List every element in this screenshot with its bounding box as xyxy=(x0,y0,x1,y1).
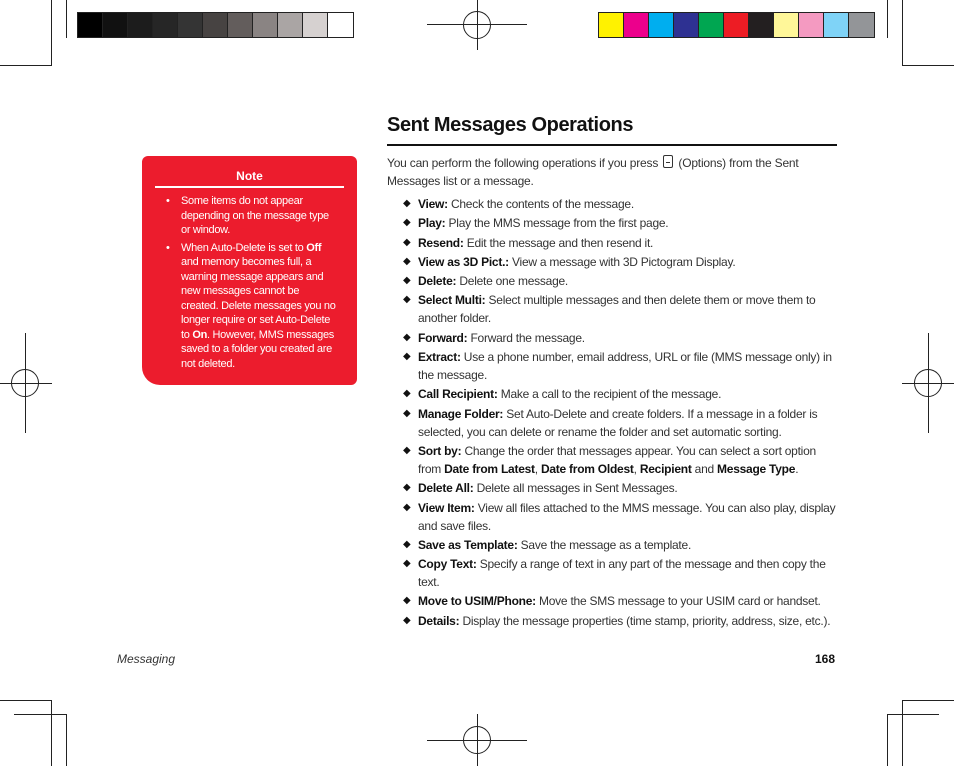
diamond-bullet-icon: ◆ xyxy=(403,482,411,494)
color-swatch xyxy=(799,13,824,37)
operation-item-forward: ◆ Forward: Forward the message. xyxy=(403,330,585,345)
operation-item-view: ◆ View: Check the contents of the message. xyxy=(403,197,634,211)
color-swatch xyxy=(724,13,749,37)
diamond-bullet-icon: ◆ xyxy=(403,558,411,570)
operation-item-delete: ◆ Delete: Delete one message. xyxy=(403,274,569,289)
page-title: Sent Messages Operations xyxy=(387,114,634,136)
intro-paragraph: You can perform the following operations if you press (Options) from the Sent Messages list or a message. xyxy=(387,156,799,188)
color-swatch xyxy=(649,13,674,37)
operation-item-resend: ◆ Resend: Edit the message and then resend it. xyxy=(403,235,654,250)
color-swatch xyxy=(749,13,774,37)
diamond-bullet-icon: ◆ xyxy=(403,331,411,343)
grayscale-swatch xyxy=(228,13,253,37)
footer-section-name: Messaging xyxy=(117,652,176,666)
operation-item-call-recipient: ◆ Call Recipient: Make a call to the recipient of the message. xyxy=(403,387,722,402)
color-swatch xyxy=(849,13,874,37)
color-swatch xyxy=(674,13,699,37)
grayscale-swatch xyxy=(278,13,303,37)
operation-item-save-template: ◆ Save as Template: Save the message as a template. xyxy=(403,537,692,552)
color-swatch xyxy=(599,13,624,37)
diamond-bullet-icon: ◆ xyxy=(403,444,411,456)
operation-item-move-usim: ◆ Move to USIM/Phone: Move the SMS message to your USIM card or handset. xyxy=(403,594,821,609)
operations-list xyxy=(403,195,839,631)
diamond-bullet-icon: ◆ xyxy=(403,255,411,267)
diamond-bullet-icon: ◆ xyxy=(403,538,411,550)
grayscale-swatch xyxy=(128,13,153,37)
grayscale-swatch xyxy=(178,13,203,37)
diamond-bullet-icon: ◆ xyxy=(403,294,411,306)
operation-item-copy-text: ◆ Copy Text: Specify a range of text in any part of the message and then copy the text. xyxy=(403,557,826,590)
title-divider xyxy=(387,144,837,146)
grayscale-swatch xyxy=(78,13,103,37)
operation-item-delete-all: ◆ Delete All: Delete all messages in Sent Messages. xyxy=(403,481,678,496)
grayscale-swatch xyxy=(153,13,178,37)
grayscale-color-bar xyxy=(77,12,354,38)
diamond-bullet-icon: ◆ xyxy=(403,501,411,513)
operation-item-extract: ◆ Extract: Use a phone number, email address, URL or file (MMS message only) in the message. xyxy=(403,350,832,383)
operation-item-play: ◆ Play: Play the MMS message from the first page. xyxy=(403,216,669,231)
diamond-bullet-icon: ◆ xyxy=(403,595,411,607)
diamond-bullet-icon: ◆ xyxy=(403,388,411,400)
grayscale-swatch xyxy=(328,13,353,37)
operation-item-view-item: ◆ View Item: View all files attached to the MMS message. You can also play, display and save files. xyxy=(403,500,836,533)
note-box xyxy=(142,156,357,385)
diamond-bullet-icon: ◆ xyxy=(403,407,411,419)
operation-item-sort-by: ◆ Sort by: Change the order that messages appear. You can select a sort option from Date from Latest, Date from Oldest, Recipient and Message Type. xyxy=(403,443,816,476)
operation-item-details: ◆ Details: Display the message properties (time stamp, priority, address, size, etc.). xyxy=(403,613,831,628)
options-key-icon xyxy=(663,155,673,168)
diamond-bullet-icon: ◆ xyxy=(403,351,411,363)
diamond-bullet-icon: ◆ xyxy=(403,236,411,248)
grayscale-swatch xyxy=(203,13,228,37)
operation-item-manage-folder: ◆ Manage Folder: Set Auto-Delete and create folders. If a message in a folder is selected, you can delete or rename the folder and set automatic sorting. xyxy=(403,406,818,439)
grayscale-swatch xyxy=(303,13,328,37)
note-divider xyxy=(155,186,344,188)
diamond-bullet-icon: ◆ xyxy=(403,198,411,209)
operation-item-view-3d: ◆ View as 3D Pict.: View a message with 3D Pictogram Display. xyxy=(403,254,736,269)
process-color-bar xyxy=(598,12,875,38)
diamond-bullet-icon: ◆ xyxy=(403,614,411,626)
note-item: • Some items do not appear depending on the message type or window. xyxy=(166,194,338,238)
color-swatch xyxy=(624,13,649,37)
operation-item-select-multi: ◆ Select Multi: Select multiple messages and then delete them or move them to another folder. xyxy=(403,293,816,326)
diamond-bullet-icon: ◆ xyxy=(403,217,411,229)
page-number: 168 xyxy=(815,652,836,666)
note-item: • When Auto-Delete is set to Off and memory becomes full, a warning message appears and new messages cannot be created. Delete messages you no longer require or set Auto-Delete to On. However, MMS messages saved to a folder you created are not deleted. xyxy=(166,241,338,372)
grayscale-swatch xyxy=(253,13,278,37)
note-title: Note xyxy=(236,169,263,183)
grayscale-swatch xyxy=(103,13,128,37)
color-swatch xyxy=(699,13,724,37)
color-swatch xyxy=(774,13,799,37)
note-list xyxy=(166,194,338,374)
diamond-bullet-icon: ◆ xyxy=(403,275,411,287)
color-swatch xyxy=(824,13,849,37)
